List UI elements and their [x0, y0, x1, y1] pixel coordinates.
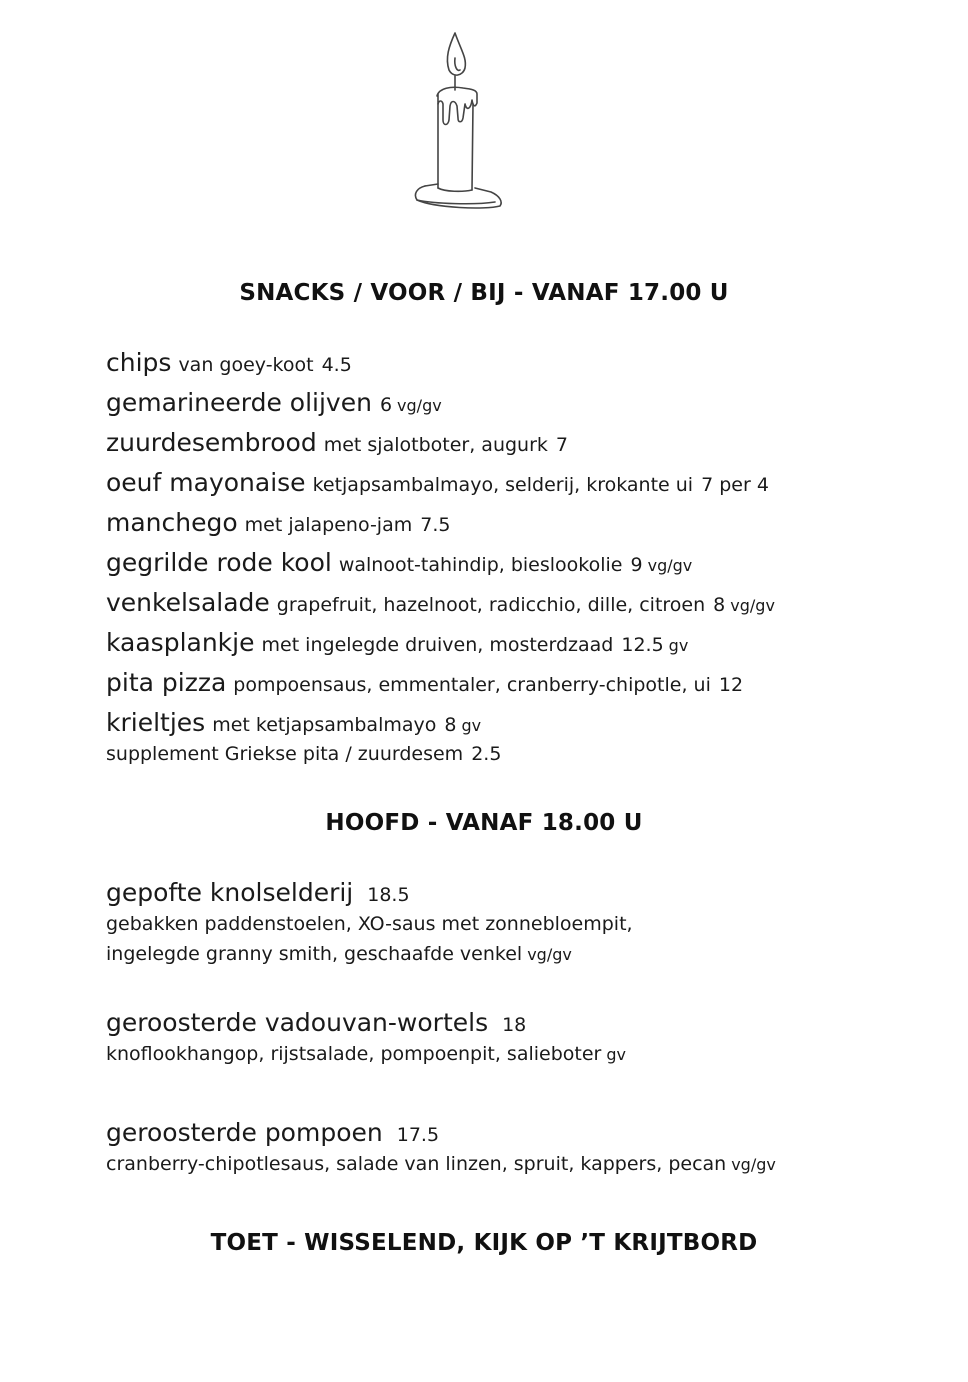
diet-tag: gv [461, 716, 482, 735]
snack-name: kaasplankje [106, 628, 255, 657]
main-dish-name: geroosterde pompoen [106, 1118, 383, 1147]
main-dish-description [106, 913, 633, 935]
snack-item [106, 468, 769, 497]
main-dish-header [106, 1118, 439, 1147]
supplement-text: supplement Griekse pita / zuurdesem [106, 743, 464, 765]
main-dish-description-text: knoflookhangop, rijstsalade, pompoenpit, salieboter [106, 1043, 602, 1065]
main-dish-description-text: cranberry-chipotlesaus, salade van linzen, spruit, kappers, pecan [106, 1153, 727, 1175]
snack-name: zuurdesembrood [106, 428, 317, 457]
snack-price: 7 per 4 [701, 474, 769, 496]
snack-price: 6 [379, 394, 393, 416]
main-dish-price: 18 [502, 1014, 527, 1036]
snack-item [106, 708, 481, 737]
snack-description: met sjalotboter, augurk [323, 434, 548, 456]
snack-item [106, 428, 568, 457]
diet-tag: vg/gv [527, 945, 572, 964]
snack-price: 8 [444, 714, 457, 736]
main-dish-name: geroosterde vadouvan-wortels [106, 1008, 489, 1037]
snacks-section-title: SNACKS / VOOR / BIJ - VANAF 17.00 U [239, 280, 729, 306]
snack-description: met ingelegde druiven, mosterdzaad [261, 634, 614, 656]
snack-name: chips [106, 348, 172, 377]
snack-price: 4.5 [321, 354, 352, 376]
snack-name: pita pizza [106, 668, 227, 697]
main-dish-description [106, 1043, 626, 1065]
main-dish-description-text: gebakken paddenstoelen, XO-saus met zonnebloempit, [106, 913, 633, 935]
snack-name: gegrilde rode kool [106, 548, 332, 577]
snack-item [106, 628, 688, 657]
snack-item [106, 508, 450, 537]
snack-price: 7 [555, 434, 568, 456]
snack-price: 8 [713, 594, 726, 616]
diet-tag: vg/gv [647, 556, 693, 575]
supplement-price: 2.5 [471, 743, 502, 765]
snack-name: gemarineerde olijven [106, 388, 372, 417]
diet-tag: vg/gv [397, 396, 442, 415]
main-dish-price: 17.5 [396, 1124, 440, 1146]
snack-item [106, 668, 743, 697]
hoofd-section-title: HOOFD - VANAF 18.00 U [325, 810, 643, 836]
main-dish-header [106, 878, 410, 907]
diet-tag: vg/gv [731, 1155, 776, 1174]
snack-price: 7.5 [420, 514, 451, 536]
main-dish-description [106, 943, 572, 965]
snack-description: met jalapeno-jam [244, 514, 413, 536]
diet-tag: vg/gv [730, 596, 775, 615]
diet-tag: gv [606, 1045, 626, 1064]
snack-item [106, 588, 775, 617]
diet-tag: gv [668, 636, 689, 655]
main-dish-description [106, 1153, 776, 1175]
snack-name: oeuf mayonaise [106, 468, 306, 497]
snack-description: met ketjapsambalmayo [212, 714, 437, 736]
snack-description: grapefruit, hazelnoot, radicchio, dille, citroen [276, 594, 706, 616]
snack-description: walnoot-tahindip, bieslookolie [338, 554, 623, 576]
supplement-line [106, 743, 501, 765]
snack-price: 9 [630, 554, 643, 576]
snack-name: manchego [106, 508, 238, 537]
snack-name: krieltjes [106, 708, 206, 737]
main-dish-price: 18.5 [367, 884, 410, 906]
snack-name: venkelsalade [106, 588, 270, 617]
snack-price: 12 [718, 674, 744, 696]
toet-section-title: TOET - WISSELEND, KIJK OP ’T KRIJTBORD [210, 1230, 758, 1256]
snack-description: pompoensaus, emmentaler, cranberry-chipotle, ui [233, 674, 711, 696]
snack-item [106, 348, 352, 377]
candle-icon [405, 28, 510, 213]
snack-item [106, 388, 442, 417]
main-dish-description-text: ingelegde granny smith, geschaafde venkel [106, 943, 523, 965]
main-dish-header [106, 1008, 526, 1037]
snack-description: ketjapsambalmayo, selderij, krokante ui [312, 474, 694, 496]
snack-price: 12.5 [621, 634, 664, 656]
main-dish-name: gepofte knolselderij [106, 878, 354, 907]
snack-description: van goey-koot [178, 354, 314, 376]
snack-item [106, 548, 692, 577]
